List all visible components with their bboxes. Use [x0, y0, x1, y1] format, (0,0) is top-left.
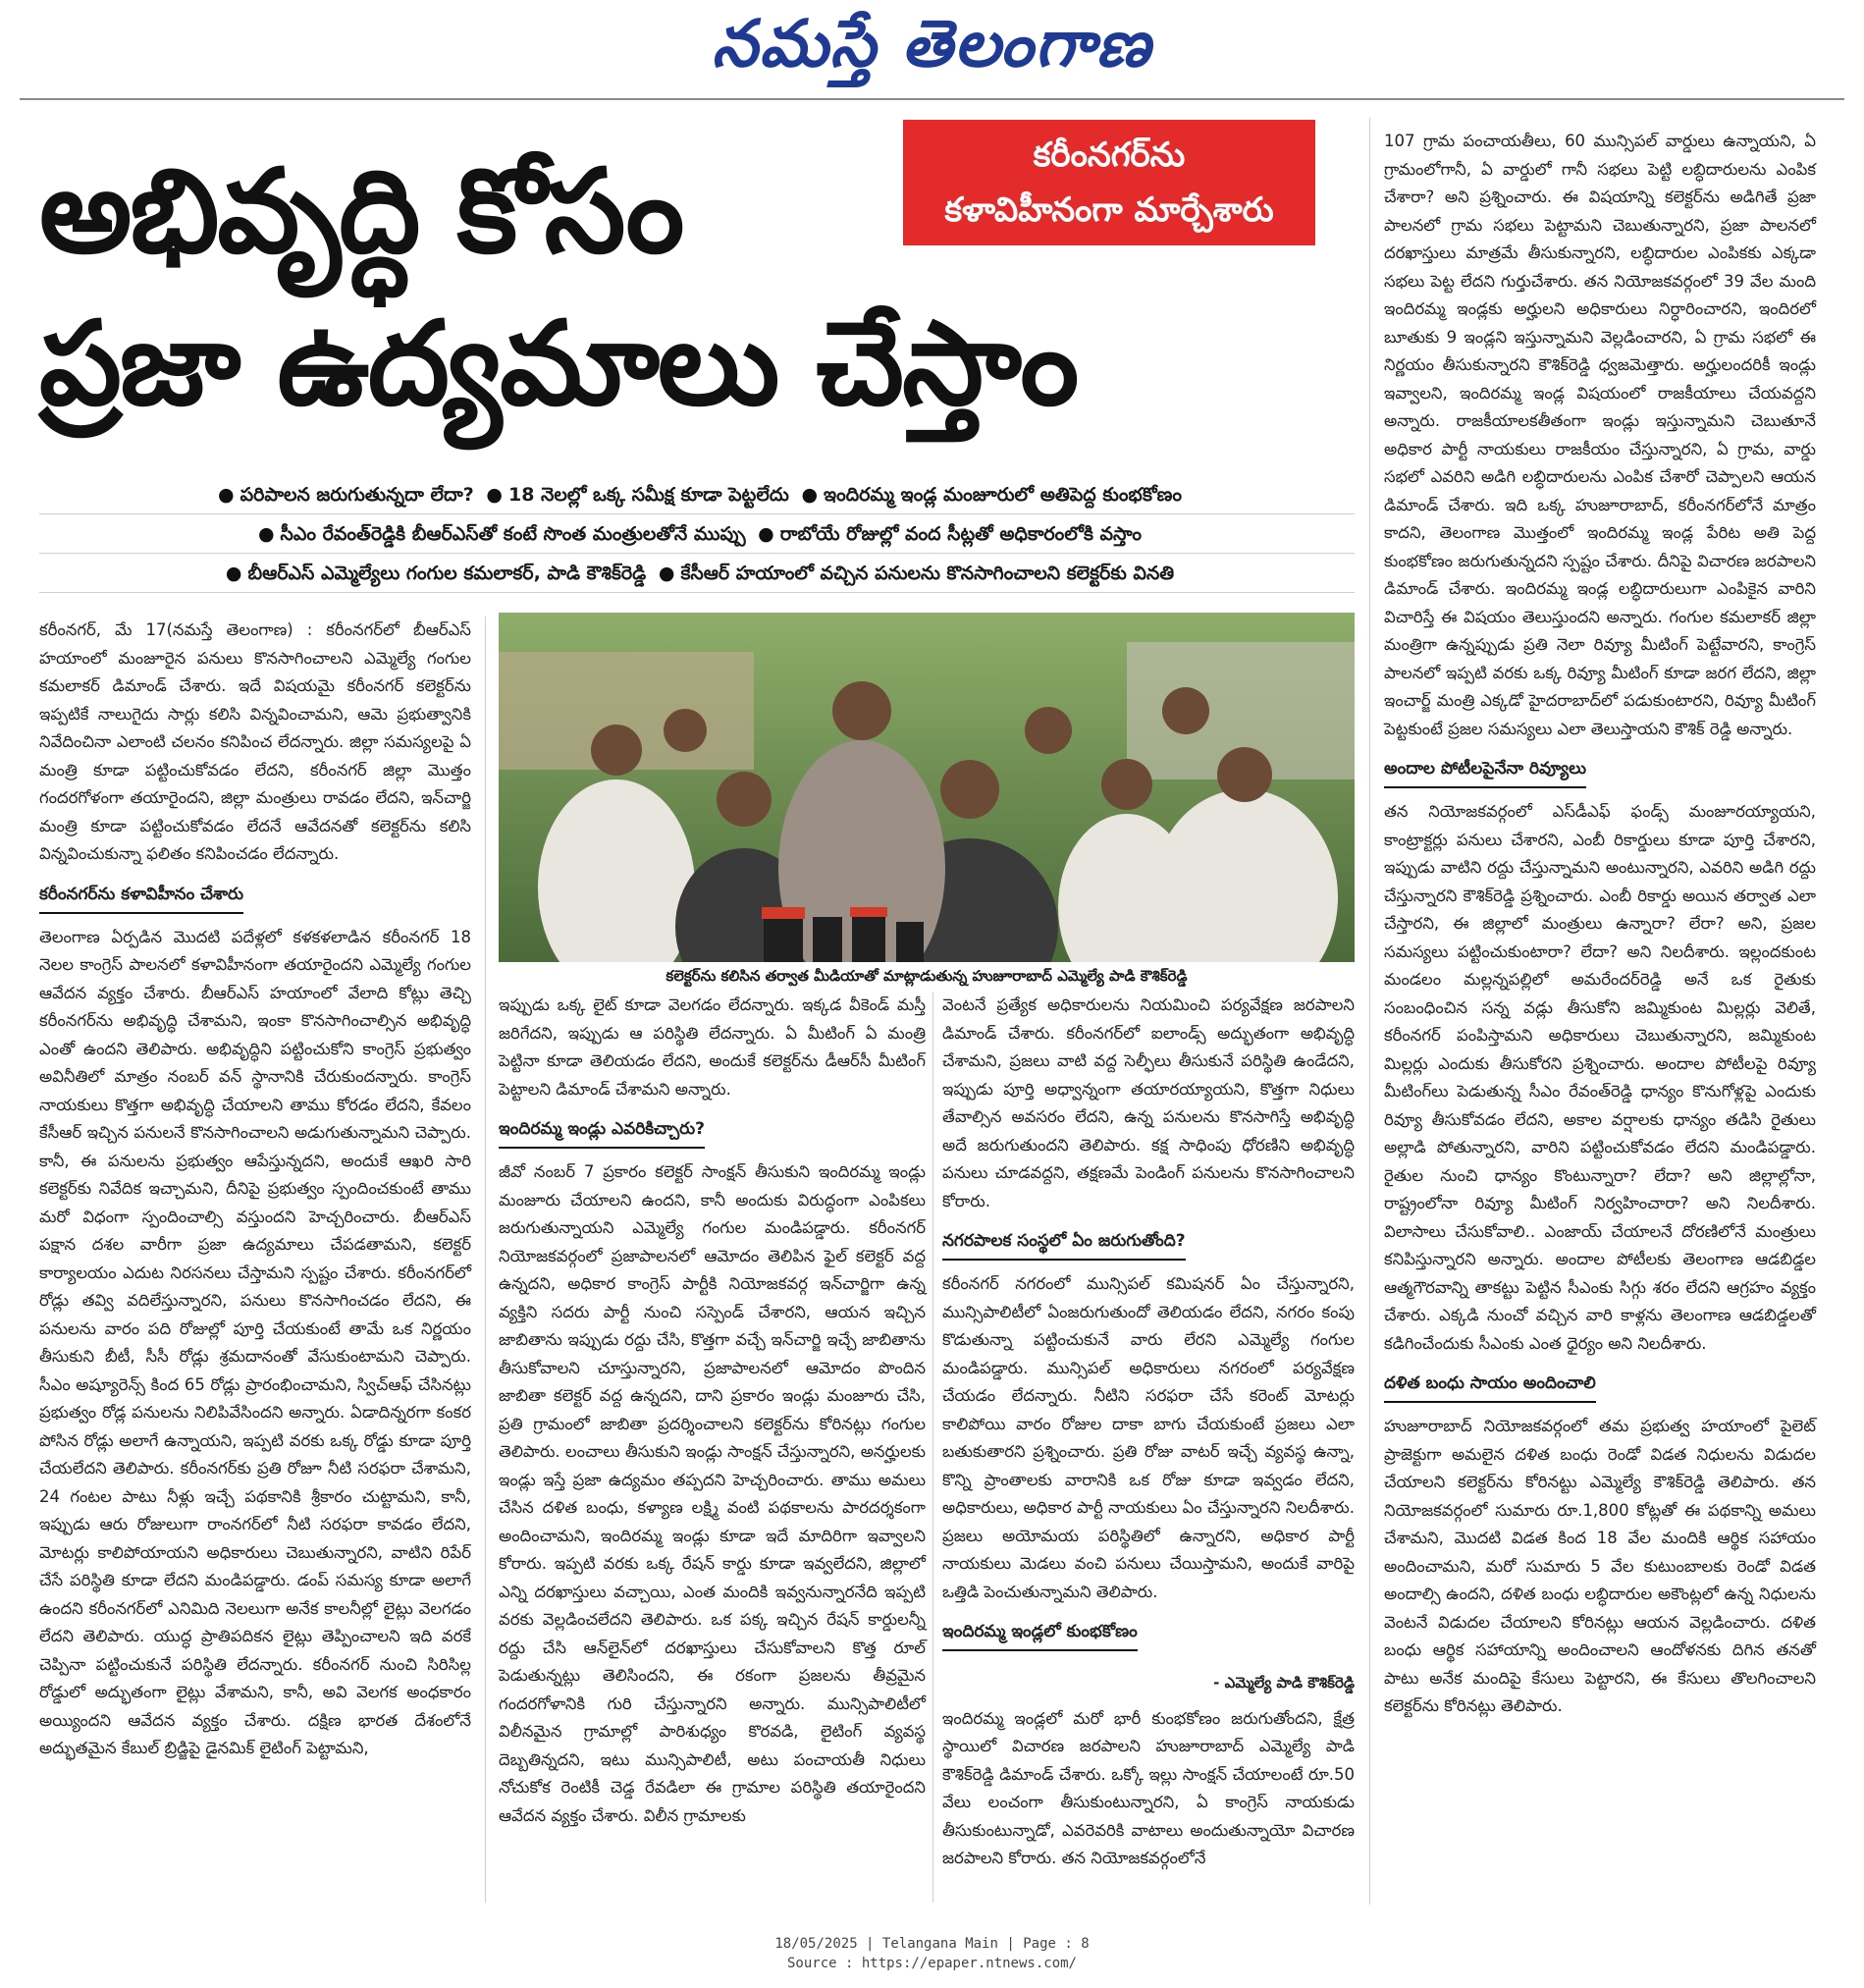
bullet-dot-icon: ● — [225, 563, 242, 584]
bullet-dot-icon: ● — [658, 563, 675, 584]
kicker-line-1: కరీంనగర్‌ను — [1033, 135, 1186, 175]
article-paragraph: కరీంనగర్ నగరంలో మున్సిపల్ కమిషనర్ ఏం చేస్తున్నారని, మున్సిపాలిటీలో ఏంజరుగుతుందో తెలియడం లేదని, నగరం కంపు కొడుతున్నా పట్టించుకునే వారు లేరని ఎమ్మెల్యే గంగుల మండిపడ్డారు. మున్సిపల్ అధికారులు నగరంలో పర్యవేక్షణ చేయడం లేదన్నారు. నీటిని సరఫరా చేసే కరెంట్ మోటర్లు కాలిపోయి వారం రోజుల దాకా బాగు చేయకుంటే ప్రజలు ఎలా బతుకుతారని ప్రశ్నించారు. ప్రతి రోజు వాటర్ ఇచ్చే వ్యవస్థ ఉన్నా, కొన్ని ప్రాంతాలకు వారానికి ఒక రోజు కూడా ఇవ్వడం లేదని, అధికారులు, అధికార పార్టీ నాయకులు ఏం చేస్తున్నారని నిలదీశారు. ప్రజలు అయోమయ పరిస్థితిలో ఉన్నారని, అధికార పార్టీ నాయకులు మెడలు వంచి పనులు చేయిస్తామని, అందుకే వారిపై ఒత్తిడి పెంచుతున్నామని తెలిపారు. — [942, 1274, 1355, 1601]
page-footer — [0, 1934, 1864, 1973]
headline-line-2: ప్రజా ఉద్యమాలు చేస్తాం — [39, 296, 1078, 431]
highlight-bullets — [39, 475, 1355, 593]
bullet-row — [39, 475, 1355, 514]
bullet-text: ఇందిరమ్మ ఇండ్ల మంజూరులో అతిపెద్ద కుంభకోణం — [824, 484, 1182, 506]
article-column-4 — [1384, 128, 1816, 1721]
bullet-row — [39, 514, 1355, 554]
article-paragraph: కరీంనగర్, మే 17(నమస్తే తెలంగాణ) : కరీంనగర్‌లో బీఆర్‌ఎస్ హయాంలో మంజూరైన పనులు కొనసాగించాలని ఎమ్మెల్యే గంగుల కమలాకర్ డిమాండ్ చేశారు. ఇదే విషయమై కరీంనగర్ కలెక్టర్‌ను ఇప్పటికే నాలుగైదు సార్లు కలిసి విన్నవించామని, ఆమె ప్రభుత్వానికి నివేదించినా ఎలాంటి చలనం కనిపించ లేదన్నారు. జిల్లా సమస్యలపై ఏ మంత్రి కూడా పట్టించుకోవడం లేదని, కరీంనగర్ జిల్లా మొత్తం గందరగోళంగా తయారైందని, జిల్లా మంత్రులు రావడం లేదని, ఇన్‌చార్జి మంత్రి కూడా పట్టించుకోవడం లేదనే ఆవేదనతో కలెక్టర్‌ను కలిసి విన్నవించుకున్నా ఫలితం కనిపించడం లేదన్నారు. — [39, 620, 471, 863]
subheading: దళిత బంధు సాయం అందించాలి — [1384, 1370, 1596, 1403]
subheading: అందాల పోటీలపైనేనా రివ్యూలు — [1384, 755, 1586, 788]
newspaper-title: నమస్తే తెలంగాణ — [712, 6, 1152, 81]
column-divider — [1369, 118, 1370, 1905]
bullet-row — [39, 554, 1355, 593]
subheading: ఇందిరమ్మ ఇండ్లు ఎవరికిచ్చారు? — [499, 1115, 705, 1149]
photo-caption: కలెక్టర్‌ను కలిసిన తర్వాత మీడియాతో మాట్లాడుతున్న హుజూరాబాద్ ఎమ్మెల్యే పాడి కౌశిక్‌రెడ్డి — [666, 967, 1188, 985]
bullet-text: 18 నెలల్లో ఒక్క సమీక్ష కూడా పెట్టలేదు — [507, 484, 789, 506]
bullet-text: పరిపాలన జరుగుతున్నదా లేదా? — [240, 484, 474, 506]
masthead — [0, 0, 1864, 98]
kicker-box — [903, 120, 1315, 245]
bullet-dot-icon: ● — [758, 523, 774, 545]
article-paragraph: తన నియోజకవర్గంలో ఎస్‌డీఎఫ్ ఫండ్స్ మంజూరయ్యాయని, కాంట్రాక్టర్లు పనులు చేశారని, ఎంబీ రికార్డులు కూడా పూర్తి చేశారని, ఇప్పుడు వాటిని రద్దు చేస్తున్నామని అంటున్నారని, ఎవరిని అడిగి రద్దు చేస్తున్నారని కౌశిక్‌రెడ్డి ప్రశ్నించారు. ఎంబీ రికార్డు అయిన తర్వాత ఎలా చేస్తారని, ఈ జిల్లాలో మంత్రులు ఉన్నారా? లేరా? అని, ప్రజల సమస్యలు పట్టించుకుంటారా? లేదా? అని నిలదీశారు. ఇల్లందకుంట మండలం మల్లన్నపల్లిలో అమరేందర్‌రెడ్డి అనే ఒక రైతుకు సంబంధించిన సన్న వడ్లు తీసుకోని జమ్మికుంట మిల్లర్లు వెలితే, కరీంనగర్ పంపిస్తామని అధికారులు చెబుతున్నారని, జమ్మికుంట మిల్లర్లు ఎందుకు తీసుకోరని ప్రశ్నించారు. అందాల పోటీలపై రివ్యూ మీటింగ్‌లు పెడుతున్న సీఎం రేవంత్‌రెడ్డి ధాన్యం కొనుగోళ్లపై ఎందుకు రివ్యూ తీసుకోవడం లేదని, అకాల వర్షాలకు ధాన్యం తడిసి రైతులు అల్లాడి పోతున్నారని, వారిని పట్టించుకోవడం లేదని మండిపడ్డారు. రైతుల నుంచి ధాన్యం కొంటున్నారా? లేదా? అని జిల్లాల్లోనా, రాష్ట్రంలోనా రివ్యూ మీటింగ్ నిర్వహించారా? అని నిలదీశారు. విలాసాలు చేసుకోవాలి.. ఎంజాయ్ చేయాలనే దోరణిలోనే మంత్రులు కనిపిస్తున్నారని అన్నారు. అందాల పోటీలకు తెలంగాణ ఆడబిడ్డల ఆత్మగౌరవాన్ని తాకట్టు పెట్టిన సీఎంకు సిగ్గు శరం లేదని ఆగ్రహం వ్యక్తం చేశారు. ఎక్కడి నుంచో వచ్చిన వారి కాళ్లను తెలంగాణ ఆడబిడ్డలతో కడిగించేందుకు సీఎంకు ఎంత ధైర్యం అని నిలదీశారు. — [1384, 802, 1816, 1353]
article-paragraph: జీవో నంబర్ 7 ప్రకారం కలెక్టర్ సాంక్షన్ తీసుకుని ఇందిరమ్మ ఇండ్లు మంజూరు చేయాలని ఉందని, కానీ అందుకు విరుద్ధంగా ఎంపికలు జరుగుతున్నాయని ఎమ్మెల్యే గంగుల మండిపడ్డారు. కరీంనగర్ నియోజకవర్గంలో ప్రజాపాలనలో ఆమోదం తెలిపిన ఫైల్ కలెక్టర్ వద్ద ఉన్నదని, అధికార కాంగ్రెస్ పార్టీకి నియోజకవర్గ ఇన్‌చార్జిగా ఉన్న వ్యక్తిని సదరు పార్టీ నుంచి సస్పెండ్ చేశారని, ఆయన ఇచ్చిన జాబితాను ఇప్పుడు రద్దు చేసి, కొత్తగా వచ్చే ఇన్‌చార్జి ఇచ్చే జాబితాను తీసుకోవాలని చూస్తున్నారని, ప్రజాపాలనలో ఆమోదం పొందిన జాబితా కలెక్టర్ వద్ద ఉన్నదని, దాని ప్రకారం ఇండ్లు మంజూరు చేసి, ప్రతి గ్రామంలో జాబితా ప్రదర్శించాలని కలెక్టర్‌ను కోరినట్లు గంగుల తెలిపారు. లంచాలు తీసుకుని ఇండ్లు సాంక్షన్ చేస్తున్నారని, అనర్హులకు ఇండ్లు ఇస్తే ప్రజా ఉద్యమం తప్పదని హెచ్చరించారు. తాము అమలు చేసిన దళిత బంధు, కళ్యాణ లక్ష్మి వంటి పథకాలను పారదర్శకంగా అందించామని, ఇందిరమ్మ ఇండ్లు కూడా ఇదే మాదిరిగా ఇవ్వాలని కోరారు. ఇప్పటి వరకు ఒక్క రేషన్ కార్డు కూడా ఇవ్వలేదని, జిల్లాలో ఎన్ని దరఖాస్తులు వచ్చాయి, ఎంత మందికి ఇవ్వనున్నారనేది ఇప్పటి వరకు వెల్లడించలేదని తెలిపారు. ఒక పక్క ఇచ్చిన రేషన్ కార్డులన్నీ రద్దు చేసి ఆన్‌లైన్‌లో దరఖాస్తులు చేసుకోవాలని కొత్త రూల్ పెడుతున్నట్లు తెలిసిందని, ఈ రకంగా ప్రజలను తీవ్రమైన గందరగోళానికి గురి చేస్తున్నారని అన్నారు. మున్సిపాలిటీలో విలీనమైన గ్రామాల్లో పారిశుధ్యం కొరవడి, లైటింగ్ వ్యవస్థ దెబ్బతిన్నదని, ఇటు మున్సిపాలిటీ, అటు పంచాయతీ నిధులు నోచుకోక రెంటికీ చెడ్డ రేవడిలా ఈ గ్రామాల పరిస్థితి తయారైందని ఆవేదన వ్యక్తం చేశారు. విలీన గ్రామాలకు — [499, 1162, 926, 1825]
headline-line-1: అభివృద్ధి కోసం — [39, 143, 683, 279]
article-column-2 — [499, 992, 926, 1830]
subheading: ఇందిరమ్మ ఇండ్లలో కుంభకోణం — [942, 1618, 1138, 1651]
article-paragraph: 107 గ్రామ పంచాయతీలు, 60 మున్సిపల్ వార్డులు ఉన్నాయని, ఏ గ్రామంలోగానీ, ఏ వార్డులో గానీ సభలు పెట్టి లబ్ధిదారులను ఎంపిక చేశారా? అని ప్రశ్నించారు. ఈ విషయాన్ని కలెక్టర్‌ను అడిగితే ప్రజా పాలనలో గ్రామ సభలు పెట్టామని చెబుతున్నారని, ప్రజా పాలనలో దరఖాస్తులు మాత్రమే తీసుకున్నారని, లబ్ధిదారుల ఎంపికకు ఎక్కడా సభలు పెట్ట లేదని గుర్తుచేశారు. తన నియోజకవర్గంలో 39 వేల మంది ఇందిరమ్మ ఇండ్లకు అర్హులని అధికారులు నిర్ధారించారని, ఇందిరలో బూతుకు 9 ఇండ్లని ఇస్తున్నామని వెల్లడించారని, ఏ గ్రామ సభలో ఈ నిర్ణయం తీసుకున్నారని కౌశిక్‌రెడ్డి ధ్వజమెత్తారు. అర్హులందరికీ ఇండ్లు ఇవ్వాలని, ఇందిరమ్మ ఇండ్ల విషయంలో రాజకీయాలు చేయవద్దని అన్నారు. రాజకీయాలకతీతంగా ఇండ్లు ఇస్తున్నామని చెబుతూనే అధికార పార్టీ నాయకులు రాజకీయం చేస్తున్నారని, ఏ గ్రామ, వార్డు సభలో ఎవరిని అడిగి లబ్ధిదారులను ఎంపిక చేశారో చెప్పాలని ఆయన డిమాండ్ చేశారు. ఇది ఒక్క హుజూరాబాద్, కరీంనగర్‌లోనే మాత్రం కాదని, తెలంగాణ మొత్తంలో ఇందిరమ్మ ఇండ్ల పేరిట అతి పెద్ద కుంభకోణం జరుగుతున్నదని స్పష్టం చేశారు. దీనిపై విచారణ జరపాలని డిమాండ్ చేశారు. ఇందిరమ్మ ఇండ్ల లబ్ధిదారులుగా ఎంపికైన వారిని విచారిస్తే ఈ విషయం తెలుస్తుందని అన్నారు. గంగుల కమలాకర్ జిల్లా మంత్రిగా ఉన్నప్పుడు ప్రతి నెలా రివ్యూ మీటింగ్ పెట్టేవారని, కాంగ్రెస్ పాలనలో ఇప్పటి వరకు ఒక్క రివ్యూ మీటింగ్ కూడా జరగ లేదని, జిల్లా ఇంచార్జ్ మంత్రి ఎక్కడో హైదరాబాద్‌లో పడుకుంటారని, రివ్యూ మీటింగ్ పెట్టకుంటే ప్రజల సమస్యలు ఎలా తెలుస్తాయని కౌశిక్ రెడ్డి అన్నారు. — [1384, 132, 1816, 738]
column-divider — [485, 617, 486, 1903]
article-column-1 — [39, 617, 471, 1763]
article-column-3 — [942, 992, 1355, 1873]
news-photo-illustration — [499, 613, 1355, 962]
bullet-dot-icon: ● — [257, 523, 275, 545]
article-paragraph: హుజూరాబాద్ నియోజకవర్గంలో తమ ప్రభుత్వ హయాంలో పైలెట్ ప్రాజెక్టుగా అమలైన దళిత బంధు రెండో విడత నిధులను విడుదల చేయాలని కలెక్టర్‌ను కోరినట్టు ఎమ్మెల్యే కౌశిక్‌రెడ్డి తెలిపారు. తన నియోజకవర్గంలో సుమారు రూ.1,800 కోట్లతో ఈ పథకాన్ని అమలు చేశామని, మొదటి విడత కింద 18 వేల మందికి ఆర్థిక సహాయం అందించామని, మరో సుమారు 5 వేల కుటుంబాలకు రెండో విడత అందాల్సి ఉందని, దళిత బంధు లబ్ధిదారుల అకౌంట్లలో ఉన్న నిధులను వెంటనే విడుదల చేయాలని కోరినట్లు ఆయన వెల్లడించారు. దళిత బంధు ఆర్థిక సహాయాన్ని అందించాలని ఆందోళనకు దిగిన తనతో పాటు అనేక మందిపై కేసులు పెట్టారని, ఈ కేసులు తొలగించాలని కలెక్టర్‌ను కోరినట్లు తెలిపారు. — [1384, 1417, 1816, 1715]
masthead-rule — [20, 98, 1844, 100]
footer-edition-info: 18/05/2025 | Telangana Main | Page : 8 — [774, 1936, 1090, 1952]
bullet-text: రాబోయే రోజుల్లో వంద సీట్లతో అధికారంలోకి వస్తాం — [779, 523, 1143, 545]
subheading: కరీంనగర్‌ను కళావిహీనం చేశారు — [39, 881, 243, 914]
subheading: నగరపాలక సంస్థలో ఏం జరుగుతోంది? — [942, 1227, 1186, 1261]
column-divider — [932, 992, 933, 1903]
article-paragraph: వెంటనే ప్రత్యేక అధికారులను నియమించి పర్యవేక్షణ జరపాలని డిమాండ్ చేశారు. కరీంనగర్‌లో ఐలాండ్స్ అద్భుతంగా అభివృద్ధి చేశామని, ప్రజలు వాటి వద్ద సెల్ఫీలు తీసుకునే పరిస్థితి ఉండేదని, ఇప్పుడు పూర్తి అధ్వాన్నంగా తయారయ్యాయని, కొత్తగా నిధులు తేవాల్సిన అవసరం లేదని, ఉన్న పనులను కొనసాగిస్తే అభివృద్ధి అదే జరుగుతుందని తెలిపారు. కక్ష సాధింపు ధోరణిని అభివృద్ధి పనులు చూడవద్దని, తక్షణమే పెండింగ్ పనులను కొనసాగించాలని కోరారు. — [942, 995, 1355, 1210]
bullet-dot-icon: ● — [218, 484, 235, 506]
article-paragraph: తెలంగాణ ఏర్పడిన మొదటి పదేళ్లలో కళకళలాడిన కరీంనగర్ 18 నెలల కాంగ్రెస్ పాలనలో కళావిహీనంగా తయారైందని ఎమ్మెల్యే గంగుల ఆవేదన వ్యక్తం చేశారు. బీఆర్‌ఎస్ హయాంలో వేలాది కోట్లు తెచ్చి కరీంనగర్‌ను అభివృద్ధి చేశామని, ఇంకా కొనసాగించాల్సిన అభివృద్ధి ఎంతో ఉందని తెలిపారు. అభివృద్ధిని పట్టించుకోని కాంగ్రెస్ ప్రభుత్వం అవినీతిలో మాత్రం నంబర్ వన్ స్థానానికి చేరుకుందన్నారు. కాంగ్రెస్ నాయకులు కొత్తగా అభివృద్ధి చేయాలని తాము కోరడం లేదని, కేవలం కేసీఆర్ ఇచ్చిన పనులనే కొనసాగించాలని అడుగుతున్నామని చెప్పారు. కానీ, ఈ పనులను ప్రభుత్వం ఆపేస్తున్నదని, అందుకే ఆఖరి సారి కలెక్టర్‌కు నివేదిక ఇచ్చామని, దీనిపై ప్రభుత్వం స్పందించకుంటే తాము మరో విధంగా స్పందించాల్సి వస్తుందని హెచ్చరించారు. బీఆర్‌ఎస్ పక్షాన దశల వారీగా ప్రజా ఉద్యమాలు చేపడతామని, కలెక్టర్ కార్యాలయం ఎదుట నిరసనలు చేస్తామని స్పష్టం చేశారు. కరీంనగర్‌లో రోడ్లు తవ్వి వదిలేస్తున్నారని, పనులు కొనసాగించడం లేదని, ఈ పనులను వారం పది రోజుల్లో పూర్తి చేయకుంటే తామే ఒక నిర్ణయం తీసుకుని బీటీ, సీసీ రోడ్లు శ్రమదానంతో వేసుకుంటామని చెప్పారు. సీఎం అష్యూరెన్స్ కింద 65 రోడ్లు ప్రారంభించామని, స్విచ్ఆఫ్ చేసినట్లు ప్రభుత్వం రోడ్ల పనులను నిలిపివేసిందని అన్నారు. ఏడాదిన్నరగా కంకర పోసిన రోడ్లు అలాగే ఉన్నాయని, ఇప్పటి వరకు ఒక్క రోడ్డు కూడా పూర్తి చేయలేదని తెలిపారు. కరీంనగర్‌కు ప్రతి రోజూ నీటి సరఫరా చేశామని, 24 గంటల పాటు నీళ్లు ఇచ్చే పథకానికి శ్రీకారం చుట్టామని, కానీ, ఇప్పుడు ఆరు రోజులుగా రాంనగర్‌లో నీటి సరఫరా కావడం లేదని, మోటర్లు కాలిపోయాయని అధికారులు చెబుతున్నారని, వాటిని రిపేర్ చేసే పరిస్థితి కూడా లేదని మండిపడ్డారు. డంప్ సమస్య కూడా అలాగే ఉందని కరీంనగర్‌లో ఎనిమిది నెలలుగా అనేక కాలనీల్లో లైట్లు వెలగడం లేదని తెలిపారు. యుద్ధ ప్రాతిపదికన లైట్లు తెప్పించాలని ఇది వరకే చెప్పినా పట్టించుకునే పరిస్థితి లేదన్నారు. కరీంనగర్ నుంచి సిరిసిల్ల రోడ్డులో అద్భుతంగా లైట్లు వేశామని, కానీ, అవి వెలగక అంధకారం అయ్యిందని ఆవేదన వ్యక్తం చేశారు. దక్షిణ భారత దేశంలోనే అద్భుతమైన కేబుల్ బ్రిడ్జిపై డైనమిక్ లైటింగ్ పెట్టామని, — [39, 927, 471, 1757]
byline: - ఎమ్మెల్యే పాడి కౌశిక్‌రెడ్డి — [1213, 1674, 1355, 1692]
article-paragraph: ఇందిరమ్మ ఇండ్లలో మరో భారీ కుంభకోణం జరుగుతోందని, క్షేత్ర స్థాయిలో విచారణ జరపాలని హుజూరాబాద్ ఎమ్మెల్యే పాడి కౌశిక్‌రెడ్డి డిమాండ్ చేశారు. ఒక్కో ఇల్లు సాంక్షన్ చేయాలంటే రూ.50 వేలు లంచంగా తీసుకుంటున్నారని, ఏ కాంగ్రెస్ నాయకుడు తీసుకుంటున్నాడో, ఎవరెవరికి వాటాలు అందుతున్నాయో విచారణ జరపాలని కోరారు. తన నియోజకవర్గంలోనే — [942, 1708, 1355, 1867]
bullet-text: సీఎం రేవంత్‌రెడ్డికి బీఆర్‌ఎస్‌తో కంటే సొంత మంత్రులతోనే ముప్పు — [280, 523, 746, 545]
bullet-text: బీఆర్‌ఎస్ ఎమ్మెల్యేలు గంగుల కమలాకర్, పాడి కౌశిక్‌రెడ్డి — [247, 563, 647, 584]
news-photo — [499, 613, 1355, 962]
bullet-text: కేసీఆర్ హయాంలో వచ్చిన పనులను కొనసాగించాలని కలెక్టర్‌కు వినతి — [680, 563, 1175, 584]
article-paragraph: ఇప్పుడు ఒక్క లైట్ కూడా వెలగడం లేదన్నారు. ఇక్కడ వీకెండ్ మస్తీ జరిగేదని, ఇప్పుడు ఆ పరిస్థితి లేదన్నారు. ఏ మీటింగ్ ఏ మంత్రి పెట్టినా కూడా తెలియడం లేదని, అందుకే కలెక్టర్‌ను డీఆర్‌సీ మీటింగ్ పెట్టాలని డిమాండ్ చేశామని అన్నారు. — [499, 995, 926, 1099]
bullet-dot-icon: ● — [801, 484, 819, 506]
footer-source-link[interactable]: Source : https://epaper.ntnews.com/ — [786, 1956, 1077, 1971]
bullet-dot-icon: ● — [486, 484, 503, 506]
kicker-line-2: కళావిహీనంగా మార్చేశారు — [944, 190, 1274, 230]
